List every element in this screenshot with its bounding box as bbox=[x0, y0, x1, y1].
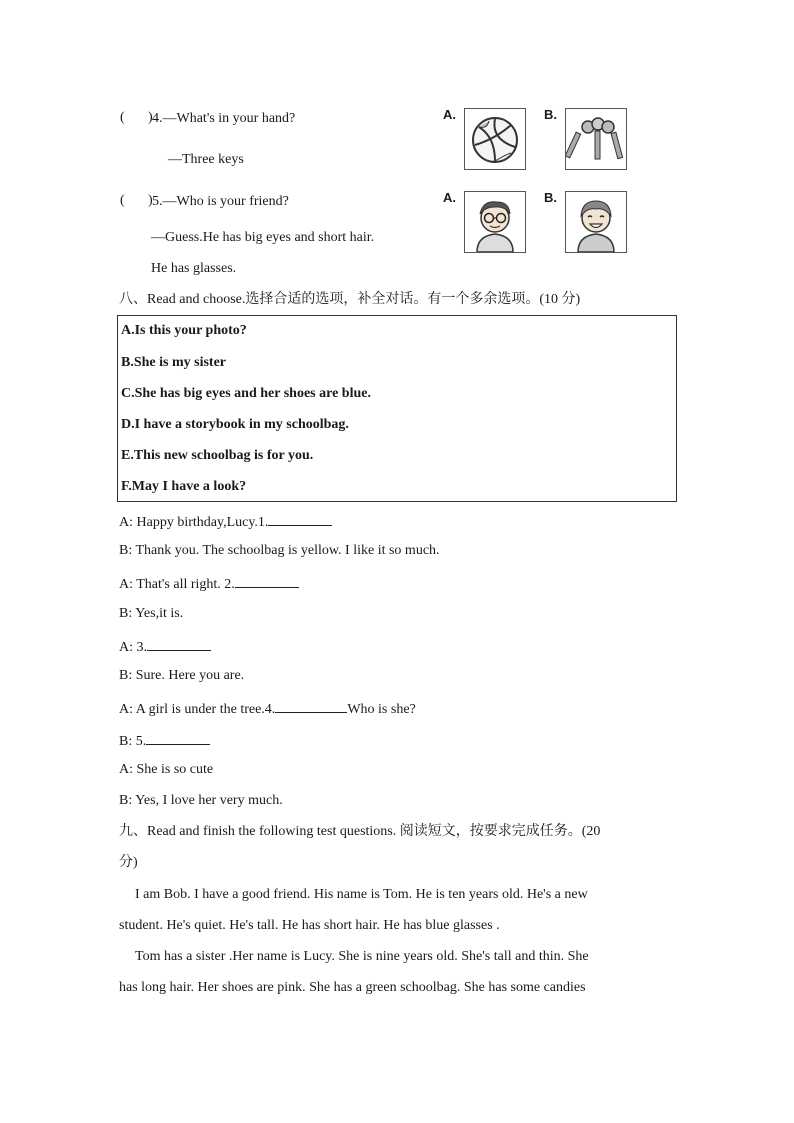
option-d: D.I have a storybook in my schoolbag. bbox=[121, 417, 349, 432]
volleyball-icon bbox=[464, 108, 526, 170]
dialogue-line-5: A: 3. bbox=[119, 636, 211, 657]
dialogue-line-6: B: Sure. Here you are. bbox=[119, 668, 245, 683]
smiling-boy-icon bbox=[565, 191, 627, 253]
q4-paren-open: ( bbox=[120, 110, 125, 125]
q4-option-a-label: A. bbox=[443, 107, 456, 122]
dialogue-line-10: B: Yes, I love her very much. bbox=[119, 793, 283, 808]
dialogue-line-7: A: A girl is under the tree.4. Who is she? bbox=[119, 698, 416, 719]
answer-blank-4[interactable] bbox=[275, 698, 347, 713]
option-a: A.Is this your photo? bbox=[121, 323, 247, 338]
q4-option-b-label: B. bbox=[544, 107, 557, 122]
q5-answer-line1: —Guess.He has big eyes and short hair. bbox=[151, 230, 375, 245]
q5-option-a-label: A. bbox=[443, 190, 456, 205]
q4-paren-close: ) bbox=[148, 110, 153, 125]
keys-icon bbox=[565, 108, 627, 170]
dialogue-line-3: A: That's all right. 2. bbox=[119, 573, 299, 594]
answer-blank-5[interactable] bbox=[146, 730, 210, 745]
section9-title-cont: 分) bbox=[119, 855, 138, 870]
q4-answer: —Three keys bbox=[168, 152, 244, 167]
dialogue-line-2: B: Thank you. The schoolbag is yellow. I like it so much. bbox=[119, 543, 440, 558]
dialogue-line-4: B: Yes,it is. bbox=[119, 606, 184, 621]
option-b: B.She is my sister bbox=[121, 355, 226, 370]
answer-blank-2[interactable] bbox=[235, 573, 299, 588]
passage-para1-line2: student. He's quiet. He's tall. He has short hair. He has blue glasses . bbox=[119, 918, 500, 933]
q5-option-b-label: B. bbox=[544, 190, 557, 205]
q4-question: 4.—What's in your hand? bbox=[152, 111, 296, 126]
q5-question: 5.—Who is your friend? bbox=[152, 194, 289, 209]
dialogue-line-8: B: 5. bbox=[119, 730, 210, 751]
option-f: F.May I have a look? bbox=[121, 479, 247, 494]
option-c: C.She has big eyes and her shoes are blue. bbox=[121, 386, 371, 401]
passage-para1-line1: I am Bob. I have a good friend. His name is Tom. He is ten years old. He's a new bbox=[135, 887, 588, 902]
boy-with-glasses-icon bbox=[464, 191, 526, 253]
dialogue-line-1: A: Happy birthday,Lucy.1. bbox=[119, 511, 332, 532]
passage-para2-line2: has long hair. Her shoes are pink. She has a green schoolbag. She has some candies bbox=[119, 980, 586, 995]
section8-title: 八、Read and choose.选择合适的选项，补全对话。有一个多余选项。(10 分) bbox=[119, 292, 581, 307]
answer-blank-1[interactable] bbox=[268, 511, 332, 526]
answer-blank-3[interactable] bbox=[147, 636, 211, 651]
q5-paren-close: ) bbox=[148, 193, 153, 208]
options-box bbox=[117, 315, 677, 502]
option-e: E.This new schoolbag is for you. bbox=[121, 448, 314, 463]
q5-paren-open: ( bbox=[120, 193, 125, 208]
section9-title: 九、Read and finish the following test questions. 阅读短文，按要求完成任务。(20 bbox=[119, 824, 601, 839]
passage-para2-line1: Tom has a sister .Her name is Lucy. She is nine years old. She's tall and thin. She bbox=[135, 949, 589, 964]
dialogue-line-9: A: She is so cute bbox=[119, 762, 214, 777]
q5-answer-line2: He has glasses. bbox=[151, 261, 237, 276]
